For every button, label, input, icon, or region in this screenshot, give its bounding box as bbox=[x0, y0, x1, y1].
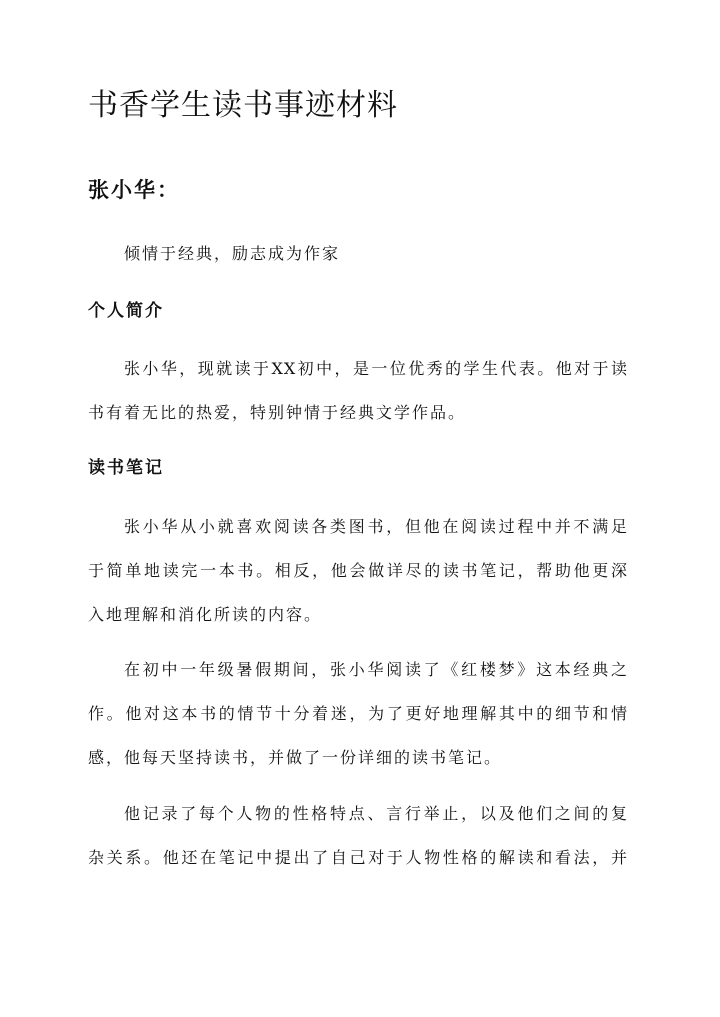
section-heading-reading-notes: 读书笔记 bbox=[88, 458, 164, 478]
paragraph-characters bbox=[88, 792, 628, 880]
paragraph-line: 他记录了每个人物的性格特点、言行举止，以及他们之间的复 bbox=[124, 804, 628, 823]
document-title: 书香学生读书事迹材料 bbox=[88, 88, 398, 123]
paragraph-line: 作。他对这本书的情节十分着迷，为了更好地理解其中的细节和情 bbox=[88, 704, 628, 723]
paragraph-line: 感，他每天坚持读书，并做了一份详细的读书笔记。 bbox=[88, 748, 503, 767]
paragraph-line: 在初中一年级暑假期间，张小华阅读了《红楼梦》这本经典之 bbox=[124, 660, 628, 679]
paragraph-profile bbox=[88, 347, 628, 435]
paragraph-line: 书有着无比的热爱，特别钟情于经典文学作品。 bbox=[88, 403, 467, 422]
paragraph-line: 于简单地读完一本书。相反，他会做详尽的读书笔记，帮助他更深 bbox=[88, 561, 628, 580]
paragraph-line: 张小华从小就喜欢阅读各类图书，但他在阅读过程中并不满足 bbox=[124, 517, 628, 536]
paragraph-reading-habit bbox=[88, 505, 628, 637]
section-heading-profile: 个人简介 bbox=[88, 301, 164, 321]
paragraph-line: 张小华，现就读于XX初中，是一位优秀的学生代表。他对于读 bbox=[124, 359, 628, 378]
paragraph-red-chamber bbox=[88, 648, 628, 780]
person-name: 张小华： bbox=[88, 177, 180, 202]
paragraph-line: 杂关系。他还在笔记中提出了自己对于人物性格的解读和看法，并 bbox=[88, 848, 628, 867]
tagline: 倾情于经典，励志成为作家 bbox=[124, 244, 341, 263]
paragraph-line: 入地理解和消化所读的内容。 bbox=[88, 605, 323, 624]
